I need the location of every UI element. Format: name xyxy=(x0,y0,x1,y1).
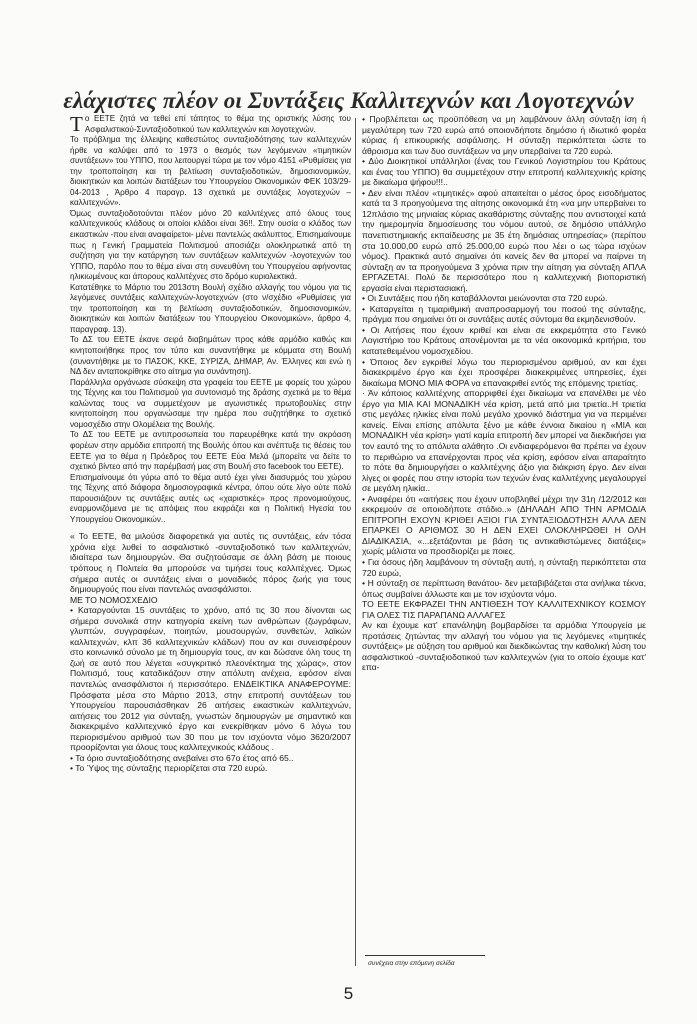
intro-paragraph-4: Κατατέθηκε το Μάρτιο του 2013στη Βουλή σχέδιο αλλαγής του νόμου για τις λεγόμενες συντάξεις καλλιτεχνών-λογοτεχνών (στο ν/σχέδιο «Ρυθμίσεις για την τροποποίηση και τη βελτίωση συνταξιοδοτικών, δημοσιονομικών, διοικητικών και λοιπών διατάξεων του Υπουργείου Οικονομικών», άρθρο 4, παραγραφ. 13). xyxy=(70,282,351,334)
intro-paragraph-6: Παράλληλα οργάνωσε σύσκεψη στα γραφεία του ΕΕΤΕ με φορείς του χώρου της Τέχνης και του Πολιτισμού για συντονισμό της δράσης σχετικά με το θέμα καλώντας τους να συμμετέχουν με αγωνιστικές πρωτοβουλίες στην κινητοποίηση που οργανώσαμε την ημέρα που συζητήθηκε το σχετικό νομοσχέδιο στην Ολομέλεια της Βουλής. xyxy=(70,377,351,429)
main-paragraph-1: « Το ΕΕΤΕ, θα μιλούσε διαφορετικά για αυτές τις συντάξεις, εάν τόσα χρόνια είχε λυθεί το ασφαλιστικό -συνταξιοδοτικό των καλλιτεχνών, ιδιαίτερα των δημιουργών. Θα συζητούσαμε σε άλλη βάση με ποιους τρόπους η Πολιτεία θα μπορούσε να τιμήσει τους καλλιτέχνες. Όμως σήμερα αυτές οι συντάξεις είναι ο μοναδικός πόρος ζωής για τους δημιουργούς που είναι παντελώς ανασφάλιστοι. xyxy=(70,531,351,595)
section-heading: ΜΕ ΤΟ ΝΟΜΟΣΧΕΔΙΟ xyxy=(70,594,158,605)
right-paragraph-3: • Δεν είναι πλέον «τιμητικές» αφού απαιτείται ο μέσος όρος εισοδήματος κατά τα 3 προηγούμενα της αίτησης οικονομικά έτη «να μην υπερβαίνει το 12πλάσιο της μηνιαίας κύριας ακαθάριστης σύνταξης που αντιστοιχεί κατά την ημερομηνία δημοσίευσης του νόμου αυτού, σε δημόσιο υπάλληλο πανεπιστημιακής εκπαίδευσης με 35 έτη δημόσιας υπηρεσίας» (περίπου στα 10.000,00 ευρώ από 25.000,00 ευρώ που λέει ο ως τώρα ισχύων νόμος). Πρακτικά αυτό σημαίνει ότι κανείς δεν θα μπορεί να παίρνει τη σύνταξη αν τα προηγούμενα 3 χρόνια πριν την αίτηση για σύνταξη ΑΠΛΑ ΕΡΓΑΖΕΤΑΙ. Πολύ δε περισσότερο που η καλλιτεχνική βιοποριστική εργασία είναι περιστασιακή. xyxy=(362,187,646,293)
right-paragraph-2: • Δύο Διοικητικοί υπάλληλοι (ένας του Γενικού Λογιστηρίου του Κράτους και ένας του ΥΠΠΟ) θα συμμετέχουν στην επιτροπή καλλιτεχνικής κρίσης με δικαίωμα ψήφου!!!.. xyxy=(362,156,646,188)
intro-paragraph-1: Το ΕΕΤΕ ζητά να τεθεί επί τάπητος το θέμα της οριστικής λύσης του Ασφαλιστικού-Συνταξιοδοτικού των καλλιτεχνών και λογοτεχνών. xyxy=(70,112,351,136)
right-paragraph-7: • Όποιος δεν εγκριθεί λόγω του περιορισμένου αριθμού, αν και έχει διακεκριμένο έργο και έχει προσφέρει διακεκριμένες υπηρεσίες, έχει δικαίωμα ΜΟΝΟ ΜΙΑ ΦΟΡΑ να επανακριθεί εντός της επόμενης τριετίας. xyxy=(362,356,646,388)
right-paragraph-12: Αν και έχουμε κατ' επανάληψη βομβαρδίσει τα αρμόδια Υπουργεία με προτάσεις ζητώντας την αλλαγή του νόμου για τις λεγόμενες «τιμητικές συντάξεις» με αύξηση του αριθμού και διεκδικώντας την καθολική λύση του ασφαλιστικού -συνταξιοδοτικού των καλλιτεχνών (για το οποίο έχουμε κατ' επα- xyxy=(362,620,646,673)
right-paragraph-1: • Προβλέπεται ως προϋπόθεση να μη λαμβάνουν άλλη σύνταξη ίση ή μεγαλύτερη των 720 ευρώ από οποιονδήποτε δημόσιο ή ιδιωτικό φορέα κύριας ή επικουρικής ασφάλισης. Η σύνταξη περικόπτεται ώστε το άθροισμα και των δυο συντάξεων να μην υπερβαίνει τα 720 ευρώ. xyxy=(362,114,646,156)
right-paragraph-11: • Η σύνταξη σε περίπτωση θανάτου- δεν μεταβιβάζεται στα ανήλικα τέκνα, όπως συμβαίνει άλλωστε και με τον ισχύοντα νόμο. xyxy=(362,578,646,599)
right-paragraph-8: · Άν κάποιος καλλιτέχνης απορριφθεί έχει δικαίωμα να επανέλθει με νέο έργο για ΜΙΑ ΚΑΙ ΜΟΝΑΔΙΚΗ νέα κρίση, μετά από μια τριετία..Η τριετία στις μεγάλες ηλικίες είναι πολύ μεγάλο χρονικό διάστημα για να περιμένει κανείς. Είναι επίσης απόλυτα ξένο με κάθε έννοια δικαίου η «ΜΙΑ και ΜΟΝΑΔΙΚΗ νέα κρίση» γιατί καμία επιτροπή δεν μπορεί να διεκδικήσει για τον εαυτό της το απόλυτα αλάθητο .Οι ενδιαφερόμενοι θα πρέπει να έχουν το περιθώριο να επανέρχονται προς νέα κρίση, εφόσον είναι απαραίτητο το πότε θα δημιουργήσει ο καλλιτέχνης άξιο για διάκριση έργο. Δεν είναι λίγες οι φορές που στην ιστορία των τεχνών ένας καλλιτέχνης μεγαλουργεί σε μεγάλη ηλικία.. xyxy=(362,388,646,494)
drop-cap: Τ xyxy=(70,112,83,136)
article-title: ελάχιστες πλέον οι Συντάξεις Καλλιτεχνών και Λογοτεχνών xyxy=(63,88,634,113)
right-paragraph-9: • Αναφέρει ότι «αιτήσεις που έχουν υποβληθεί μέχρι την 31η /12/2012 και εκκρεμούν σε οποιοδήποτε στάδιο..» (ΔΗΛΑΔΗ ΑΠΟ ΤΗΝ ΑΡΜΟΔΙΑ ΕΠΙΤΡΟΠΗ ΕΧΟΥΝ ΚΡΙΘΕΙ ΑΞΙΟΙ ΓΙΑ ΣΥΝΤΑΞΙΟΔΟΤΗΣΗ ΑΛΛΑ ΔΕΝ ΕΠΑΡΚΕΙ Ο ΑΡΙΘΜΟΣ 30 Η ΔΕΝ ΕΧΕΙ ΟΛΟΚΛΗΡΩΘΕΙ Η ΟΛΗ ΔΙΑΔΙΚΑΣΙΑ, «...εξετάζονται με βάση τις αντικαθιστώμενες διατάξεις» χωρίς μάλιστα να προσδιορίζει με ποιες. xyxy=(362,493,646,557)
intro-paragraph-5: Το ΔΣ του ΕΕΤΕ έκανε σειρά διαβημάτων προς κάθε αρμόδιο καθώς και κινητοποιήθηκε προς τον τύπο και συναντήθηκε με κόμματα στη Βουλή (συναντήθηκε με το ΠΑΣΟΚ, ΚΚΕ, ΣΥΡΙΖΑ, ΔΗΜΑΡ, Αν. Έλληνες και ενώ η ΝΔ δεν ανταποκρίθηκε στο αίτημα για συνάντηση). xyxy=(70,335,351,377)
right-column xyxy=(362,114,646,673)
main-paragraph-3: • Τα όριο συνταξιοδότησης ανεβαίνει στο 67ο έτος από 65.. xyxy=(70,752,294,763)
right-paragraph-10: • Για όσους ήδη λαμβάνουν τη σύνταξη αυτή, η σύνταξη περικόπτεται στα 720 ευρώ, xyxy=(362,556,646,578)
intro-paragraph-8: Επισημαίνουμε ότι γύρω από το θέμα αυτό έχει γίνει διασυρμός του χώρου της Τέχνης από διάφορα δημοσιογραφικά κέντρα, όπου ούτε λίγο ούτε πολύ παρουσιάζουν τις συντάξεις αυτές ως «χαριστικές» προς προνομιούχους, εναρμονιζόμενα με τις απόψεις που εκφράζει και η Πολιτική Ηγεσία του Υπουργείου Οικονομικών.. xyxy=(70,472,351,524)
right-paragraph-6: • Οι Αιτήσεις που έχουν κριθεί και είναι σε εκκρεμότητα στο Γενικό Λογιστήριο του Κράτους απονέμονται με τα νέα οικονομικά κριτήρια, του κατατεθειμένου νομοσχεδίου. xyxy=(362,324,646,357)
intro-paragraph-2: Το πρόβλημα της έλλειψης καθεστώτος συνταξιοδότησης των καλλιτεχνών ήρθε να καλύψει από το 1973 ο θεσμός των λεγόμενων «τιμητικών συντάξεων» του ΥΠΠΟ, που λειτουργεί τώρα με τον νόμο 4151 «Ρυθμίσεις για την τροποποίηση και τη βελτίωση συνταξιοδοτικών, δημοσιονομικών, διοικητικών και λοιπών διατάξεων του Υπουργείου Οικονομικών ΦΕΚ 103/29-04-2013 , Άρθρο 4 παραγρ. 13 σχετικά με συντάξεις λογοτεχνών – καλλιτεχνών». xyxy=(70,135,351,208)
continue-rule xyxy=(365,955,485,956)
intro-block xyxy=(70,114,351,525)
intro-paragraph-7: Το ΔΣ του ΕΕΤΕ με αντιπροσωπεία του παρευρέθηκε κατά την ακρόαση φορέων στην αρμόδια επιτροπή της Βουλής όπου και ανέπτυξε τις θέσεις του ΕΕΤΕ για το θέμα η Πρόεδρος του ΕΕΤΕ Εύα Μελά (μπορείτε να δείτε το σχετικό βίντεο από την παρέμβασή μας στη Βουλή στο facebook του ΕΕΤΕ). xyxy=(70,430,351,472)
column-divider xyxy=(355,118,356,966)
continue-note: συνέχεια στην επόμενη σελίδα xyxy=(368,960,455,967)
page-number: 5 xyxy=(343,984,354,1003)
main-paragraph-4: • Το Ύψος της σύνταξης περιορίζεται στα 720 ευρώ. xyxy=(70,763,268,774)
right-paragraph-5: • Καταργείται η τιμαριθμική αναπροσαρμογή του ποσού της σύνταξης, πράγμα που σημαίνει ότι οι συντάξεις αυτές σύντομα θα εκμηδενισθούν. xyxy=(362,303,646,325)
right-paragraph-4: • Οι Συντάξεις που ήδη καταβάλλονται μειώνονται στα 720 ευρώ. xyxy=(362,293,608,304)
intro-paragraph-3: Όμως συνταξιοδοτούνται πλέον μόνο 20 καλλιτέχνες από όλους τους καλλιτεχνικούς κλάδους οι οποίοι κλάδοι είναι 36!!. Στην ουσία ο κλάδος των εικαστικών -που είναι αναφαίρετοι- μένει παντελώς ακάλυπτος. Επισημαίνουμε πως η Γενική Γραμματεία Πολιτισμού αποσιάζει ολοκληρωτικά από τη συζήτηση για την κατάργηση των συντάξεων καλλιτεχνών -λογοτεχνών του ΥΠΠΟ, παρόλο που το θέμα είναι στη συνευθύνη του Υπουργείου αφήνοντας ηλικιωμένους και άπορους καλλιτέχνες στο δρόμο κυριολεκτικά. xyxy=(70,208,351,282)
right-heading: ΤΟ ΕΕΤΕ ΕΚΦΡΑΖΕΙ ΤΗΝ ΑΝΤΙΘΕΣΗ ΤΟΥ ΚΑΛΛΙΤΕΧΝΙΚΟΥ ΚΟΣΜΟΥ ΓΙΑ ΟΛΕΣ ΤΙΣ ΠΑΡΑΠΑΝΩ ΑΛΛΑΓΕΣ xyxy=(362,599,646,620)
left-column xyxy=(70,114,351,774)
main-paragraph-2: • Καταργούνται 15 συντάξεις το χρόνο, από τις 30 που δίνονται ως σήμερα συνολικά στην κατηγορία εκείνη των ανθρώπων (ζωγράφων, γλυπτών, συγγραφέων, ποιητών, μουσουργών, συνθετών, λαϊκών καλλιτεχνών, κλπ 36 καλλιτεχνικών κλάδων) που αν και συνεισφέρουν στο κοινωνικό σύνολο με τη δημιουργία τους, αν και δώσανε όλη τους τη ζωή σε αυτό που λέγεται «συγκριτικό πλεονέκτημα της χώρας», στον Πολιτισμό, τους καταδικάζουν στην απόλυτη ανέχεια, εφόσον είναι παντελώς ανασφάλιστοι ή περισσότερο. ΕΝΔΕΙΚΤΙΚΑ ΑΝΑΦΕΡΟΥΜΕ: Πρόσφατα μέσα στο Μάρτιο 2013, στην επιτροπή συντάξεων του Υπουργείου παρουσιάσθηκαν 26 αιτήσεις εικαστικών καλλιτεχνών, αιτήσεις του 2012 για σύνταξη, γνωστών δημιουργών με σημαντικό και διακεκριμένο καλλιτεχνικό έργο και ενεκρίθηκαν μόνο 6 λόγω του περιορισμένου αριθμού των 30 που με τον ισχύοντα νόμο 3620/2007 προορίζονται για όλους τους καλλιτεχνικούς κλάδους . xyxy=(70,605,351,753)
